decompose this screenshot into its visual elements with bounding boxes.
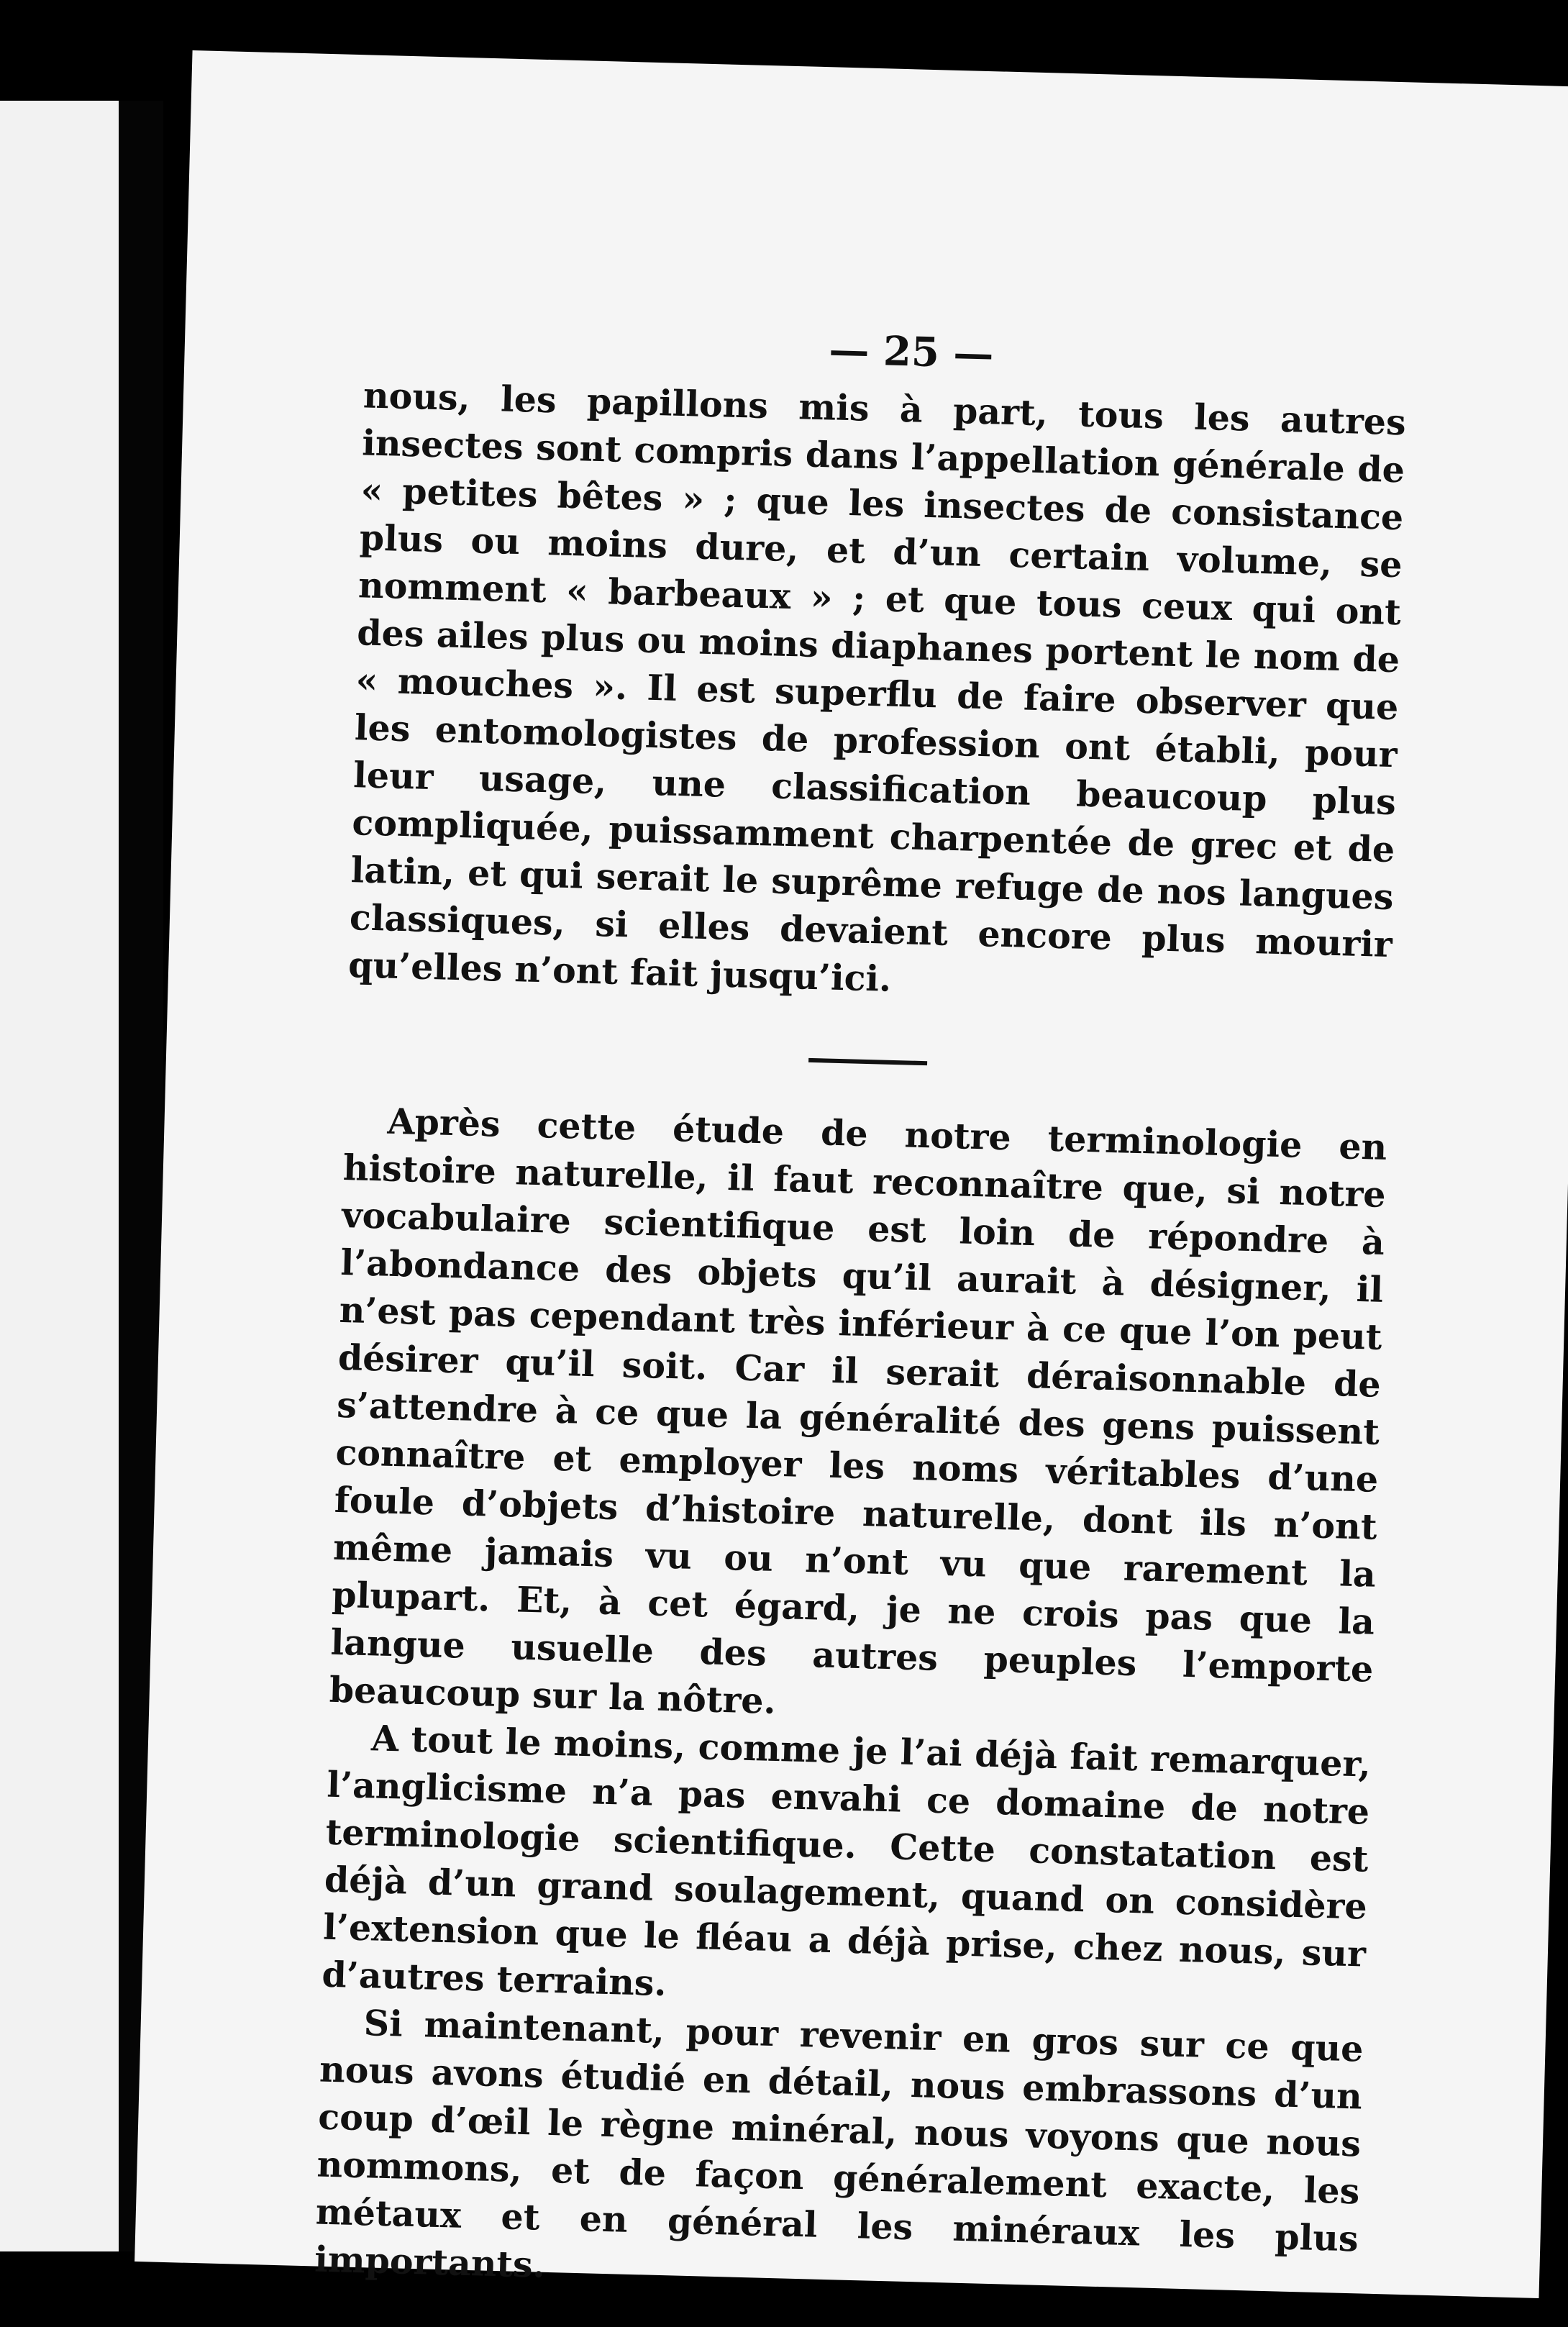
facing-page-edge [0, 101, 119, 2251]
book-page [135, 50, 1568, 2298]
section-divider [808, 1058, 927, 1065]
paragraph: Après cette étude de notre terminologie en histoire naturelle, il faut reconnaître que, si notre vocabulaire scientifique est loin de répondre à l’abondance des objets qu’il aurait à désigner, il n’est pas cependant très inférieur à ce que l’on peut désirer qu’il soit. Car il serait déraisonnable de s’attendre à ce que la généralité des gens puissent connaître et employer les noms véritables d’une foule d’objets d’histoire naturelle, dont ils n’ont même jamais vu ou n’ont vu que rarement la plupart. Et, à cet égard, je ne crois pas que la langue usuelle des autres peuples l’emporte beaucoup sur la nôtre. [329, 1100, 1387, 1722]
paragraph: Si maintenant, pour revenir en gros sur ce que nous avons étudié en détail, nous embrassons d’un coup d’œil le règne minéral, nous voyons que nous nommons, et de façon généralement exacte, les métaux et en général les minéraux les plus importants. [314, 2002, 1364, 2286]
paragraph: A tout le moins, comme je l’ai déjà fait remarquer, l’anglicisme n’a pas envahi ce domaine de notre terminologie scientifique. Cette constatation est déjà d’un grand soulagement, quand on considère l’extension que le fléau a déjà prise, chez nous, sur d’autres terrains. [321, 1717, 1372, 2005]
page-number: — 25 — [828, 326, 995, 378]
paragraph: nous, les papillons mis à part, tous les autres insectes sont compris dans l’appellation générale de « petites bêtes » ; que les insectes de consistance plus ou moins dure, et d’un certain volume, se nomment « barbeaux » ; et que tous ceux qui ont des ailes plus ou moins diaphanes portent le nom de « mouches ». Il est superflu de faire observer que les entomologistes de profession ont établi, pour leur usage, une classification beaucoup plus compliquée, puissamment charpentée de grec et de latin, et qui serait le suprême refuge de nos langues classiques, si elles devaient encore plus mourir qu’elles n’ont fait jusqu’ici. [347, 374, 1407, 1000]
page-text [314, 371, 1406, 2310]
